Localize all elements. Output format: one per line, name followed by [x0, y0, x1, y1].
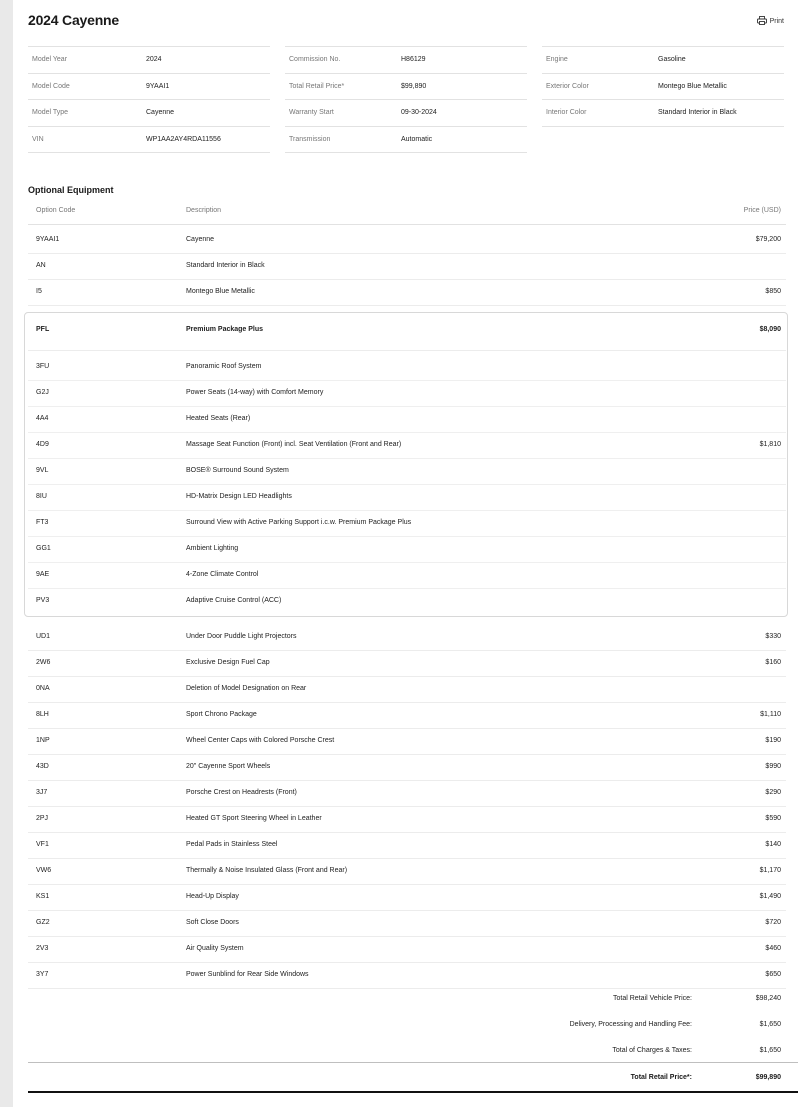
- equipment-row: [28, 754, 786, 781]
- option-code: GZ2: [36, 919, 50, 926]
- header-price: Price (USD): [743, 207, 781, 214]
- option-description: Thermally & Noise Insulated Glass (Front and Rear): [186, 867, 348, 874]
- spec-row: [28, 73, 270, 100]
- option-description: Pedal Pads in Stainless Steel: [186, 841, 278, 848]
- equipment-row: [28, 884, 786, 911]
- option-code: 9VL: [36, 467, 49, 474]
- option-description: BOSE® Surround Sound System: [186, 467, 289, 474]
- spec-row: [542, 73, 784, 100]
- spec-row: [28, 126, 270, 154]
- vehicle-summary-page: [13, 0, 800, 1107]
- option-description: Power Sunblind for Rear Side Windows: [186, 971, 309, 978]
- equipment-row: [28, 728, 786, 755]
- spec-column: [542, 46, 784, 127]
- total-value: $1,650: [759, 1047, 781, 1054]
- option-code: 9YAAI1: [36, 236, 60, 243]
- header-option-code: Option Code: [36, 207, 76, 214]
- option-price: $190: [765, 737, 781, 744]
- spec-label: Engine: [546, 56, 568, 63]
- option-price: $79,200: [755, 236, 781, 243]
- bottom-rule: [28, 1091, 798, 1093]
- print-button[interactable]: [757, 16, 784, 27]
- spec-value: Montego Blue Metallic: [658, 82, 727, 90]
- spec-row: [28, 46, 270, 73]
- option-code: 3J7: [36, 789, 48, 796]
- option-description: Standard Interior in Black: [186, 262, 265, 269]
- option-description: Cayenne: [186, 236, 215, 243]
- package-item-row: [28, 458, 786, 485]
- option-description: Heated GT Sport Steering Wheel in Leather: [186, 815, 322, 822]
- option-code: 9AE: [36, 571, 50, 578]
- option-code: VF1: [36, 841, 49, 848]
- grand-total-row: [28, 1065, 786, 1091]
- package-item-row: [28, 510, 786, 537]
- option-price: $850: [765, 288, 781, 295]
- printer-icon: [757, 16, 767, 27]
- option-price: $330: [765, 633, 781, 640]
- spec-label: VIN: [32, 135, 44, 143]
- spec-value: Gasoline: [658, 56, 686, 63]
- option-code: 3FU: [36, 363, 50, 370]
- package-header-row: [28, 312, 786, 351]
- option-code: 4D9: [36, 441, 49, 448]
- spec-row: [285, 46, 527, 73]
- option-code: GG1: [36, 545, 51, 552]
- option-price: $160: [765, 659, 781, 666]
- equipment-table-header: [28, 200, 786, 225]
- option-description: Sport Chrono Package: [186, 711, 257, 718]
- option-description: Porsche Crest on Headrests (Front): [186, 789, 297, 796]
- spec-value: Cayenne: [146, 109, 175, 116]
- total-label: Total of Charges & Taxes:: [612, 1047, 692, 1054]
- equipment-row: [28, 858, 786, 885]
- total-row: [306, 1012, 786, 1038]
- option-price: $1,170: [759, 867, 781, 874]
- option-description: HD-Matrix Design LED Headlights: [186, 493, 292, 500]
- option-description: Power Seats (14-way) with Comfort Memory: [186, 389, 324, 396]
- option-description: Surround View with Active Parking Support i.c.w. Premium Package Plus: [186, 519, 412, 526]
- total-value: $98,240: [755, 995, 781, 1002]
- option-description: Head-Up Display: [186, 893, 239, 900]
- equipment-row: [28, 702, 786, 729]
- spec-row: [542, 99, 784, 127]
- total-label: Delivery, Processing and Handling Fee:: [569, 1021, 692, 1028]
- equipment-row: [28, 910, 786, 937]
- package-item-row: [28, 562, 786, 589]
- spec-row: [285, 99, 527, 126]
- grand-total-value: $99,890: [755, 1074, 781, 1081]
- total-value: $1,650: [759, 1021, 781, 1028]
- spec-label: Warranty Start: [289, 109, 334, 116]
- total-row: [306, 986, 786, 1012]
- option-price: $140: [765, 841, 781, 848]
- option-description: Panoramic Roof System: [186, 363, 262, 370]
- total-row: [306, 1038, 786, 1064]
- equipment-row: [28, 676, 786, 703]
- option-description: Exclusive Design Fuel Cap: [186, 659, 270, 666]
- option-description: Wheel Center Caps with Colored Porsche Crest: [186, 737, 335, 744]
- spec-label: Commission No.: [289, 56, 341, 63]
- package-item-row: [28, 406, 786, 433]
- option-description: Soft Close Doors: [186, 919, 239, 926]
- optional-equipment-title: Optional Equipment: [28, 185, 114, 195]
- option-code: FT3: [36, 519, 49, 526]
- print-label: Print: [769, 18, 784, 25]
- option-code: 4A4: [36, 415, 49, 422]
- option-price: $1,810: [759, 441, 781, 448]
- option-price: $590: [765, 815, 781, 822]
- spec-value: Standard Interior in Black: [658, 109, 737, 116]
- equipment-row: [28, 806, 786, 833]
- option-code: 3Y7: [36, 971, 49, 978]
- spec-label: Model Year: [32, 56, 68, 63]
- spec-row: [285, 126, 527, 154]
- option-price: $990: [765, 763, 781, 770]
- option-code: KS1: [36, 893, 50, 900]
- spec-label: Transmission: [289, 135, 331, 143]
- package-item-row: [28, 588, 786, 614]
- option-code: AN: [36, 262, 46, 269]
- option-description: Montego Blue Metallic: [186, 288, 255, 295]
- page-title: 2024 Cayenne: [28, 12, 119, 28]
- header-description: Description: [186, 207, 222, 214]
- option-code: PFL: [36, 326, 50, 333]
- package-item-row: [28, 354, 786, 381]
- option-code: 0NA: [36, 685, 50, 692]
- option-code: 2PJ: [36, 815, 49, 822]
- option-description: Deletion of Model Designation on Rear: [186, 685, 307, 692]
- option-description: Ambient Lighting: [186, 545, 239, 552]
- equipment-row: [28, 832, 786, 859]
- option-code: 2V3: [36, 945, 49, 952]
- package-item-row: [28, 432, 786, 459]
- package-item-row: [28, 380, 786, 407]
- option-description: 20" Cayenne Sport Wheels: [186, 763, 271, 770]
- option-description: Massage Seat Function (Front) incl. Seat Ventilation (Front and Rear): [186, 441, 402, 448]
- option-code: PV3: [36, 597, 50, 604]
- option-description: Adaptive Cruise Control (ACC): [186, 597, 282, 604]
- spec-label: Model Code: [32, 82, 70, 90]
- equipment-row: [28, 962, 786, 989]
- option-code: UD1: [36, 633, 51, 640]
- option-code: VW6: [36, 867, 52, 874]
- option-description: Under Door Puddle Light Projectors: [186, 633, 297, 640]
- option-code: 8IU: [36, 493, 47, 500]
- option-code: 2W6: [36, 659, 51, 666]
- spec-column: [285, 46, 527, 153]
- option-price: $650: [765, 971, 781, 978]
- spec-value: $99,890: [401, 82, 427, 90]
- spec-row: [285, 73, 527, 100]
- spec-row: [28, 99, 270, 126]
- option-description: Heated Seats (Rear): [186, 415, 251, 422]
- package-item-row: [28, 536, 786, 563]
- option-description: 4-Zone Climate Control: [186, 571, 259, 578]
- equipment-row: [28, 780, 786, 807]
- option-description: Air Quality System: [186, 945, 244, 952]
- spec-value: WP1AA2AY4RDA11556: [146, 135, 221, 143]
- equipment-row: [28, 936, 786, 963]
- total-divider: [28, 1062, 798, 1063]
- spec-label: Interior Color: [546, 109, 587, 116]
- package-item-row: [28, 484, 786, 511]
- option-code: G2J: [36, 389, 49, 396]
- spec-label: Total Retail Price*: [289, 82, 345, 90]
- option-price: $290: [765, 789, 781, 796]
- option-price: $1,110: [760, 711, 781, 718]
- spec-value: 2024: [146, 56, 162, 63]
- total-label: Total Retail Vehicle Price:: [613, 995, 692, 1002]
- option-code: 43D: [36, 763, 49, 770]
- option-code: 1NP: [36, 737, 50, 744]
- spec-label: Exterior Color: [546, 82, 589, 90]
- equipment-row: [28, 279, 786, 306]
- equipment-row: [28, 624, 786, 651]
- equipment-row: [28, 650, 786, 677]
- option-price: $1,490: [759, 893, 781, 900]
- spec-column: [28, 46, 270, 153]
- spec-row: [542, 46, 784, 73]
- spec-label: Model Type: [32, 109, 69, 116]
- option-code: 8LH: [36, 711, 49, 718]
- spec-value: H86129: [401, 56, 426, 63]
- option-code: I5: [36, 288, 42, 295]
- equipment-row: [28, 253, 786, 280]
- spec-value: 9YAAI1: [146, 82, 170, 90]
- option-description: Premium Package Plus: [186, 326, 264, 333]
- option-price: $460: [765, 945, 781, 952]
- option-price: $720: [765, 919, 781, 926]
- equipment-row: [28, 227, 786, 254]
- option-price: $8,090: [759, 326, 781, 333]
- spec-value: Automatic: [401, 135, 433, 143]
- spec-value: 09-30-2024: [401, 109, 437, 116]
- grand-total-label: Total Retail Price*:: [630, 1074, 692, 1081]
